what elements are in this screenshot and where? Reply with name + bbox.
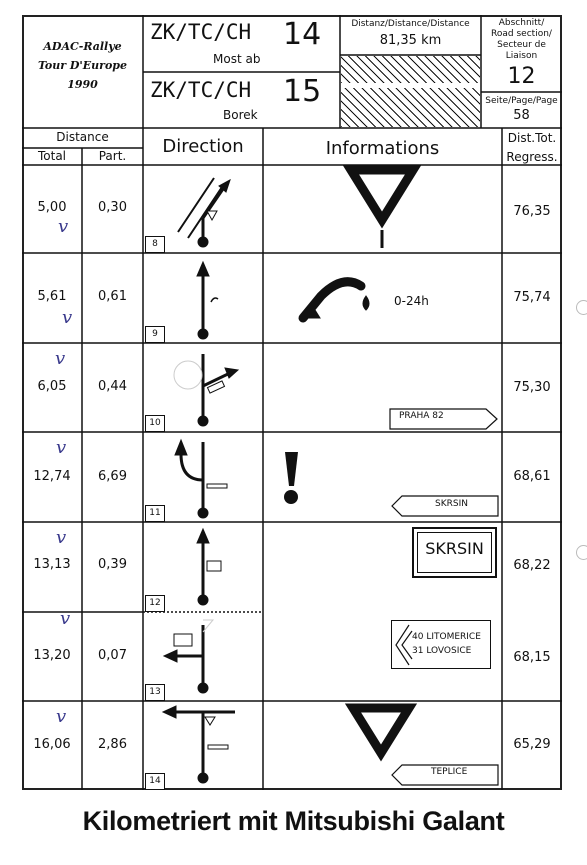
checkmark-icon: v [58,216,69,237]
row-5-index: 12 [149,598,161,608]
section-label-2: Road section/ [491,29,552,39]
stage-a-place: Most ab [213,52,261,66]
row-4-part: 6,69 [98,469,127,484]
row-5-regress: 68,22 [513,558,551,573]
tulip-straight-arrow-icon [197,262,218,338]
yield-sign-icon [353,708,409,753]
col-total: Total [37,149,67,163]
sign-litomerice-line2: 31 LOVOSICE [412,646,472,656]
stage-a-code: ZK/TC/CH [150,20,252,44]
row-7-part: 2,86 [98,737,127,752]
tulip-diagonal-arrow-icon [178,178,230,246]
distance-label: Distanz/Distance/Distance [351,19,470,29]
section-label-3: Secteur de [497,40,546,50]
row-6-total: 13,20 [33,648,71,663]
footer-banner: Kilometriert mit Mitsubishi Galant [82,806,505,836]
checkmark-icon: v [56,437,67,458]
col-distance: Distance [56,130,109,144]
sign-praha-label: PRAHA 82 [399,411,444,421]
row-1-index: 8 [152,239,158,249]
tulip-left-turn-icon [175,440,227,517]
sign-skrsin-label: SKRSIN [435,499,468,509]
row-6-regress: 68,15 [513,650,551,665]
sign-teplice-label: TEPLICE [431,767,468,777]
row-1-total: 5,00 [37,200,67,215]
yield-sign-icon [351,170,413,248]
row-1-regress: 76,35 [513,204,551,219]
row-2-total: 5,61 [37,289,67,304]
tulip-right-fork-icon [174,354,238,425]
page-value: 58 [513,108,530,123]
stage-a-number: 14 [283,17,322,52]
row-4-index: 11 [149,508,161,518]
row-2-regress: 75,74 [513,290,551,305]
col-dist-tot: Dist.Tot. [507,131,557,145]
event-title-line3: 1990 [67,78,98,91]
checkmark-icon: v [62,307,73,328]
sign-litomerice-line1: 40 LITOMERICE [412,632,481,642]
section-value: 12 [507,64,536,89]
event-title-line1: ADAC-Rallye [43,40,122,53]
checkmark-icon: v [56,706,67,727]
page-label: Seite/Page/Page [485,96,558,106]
col-direction: Direction [162,136,244,157]
event-title-line2: Tour D'Europe [38,59,127,72]
row-5-part: 0,39 [98,557,127,572]
stage-b-code: ZK/TC/CH [150,78,252,102]
section-label-4: Liaison [505,51,538,61]
stage-b-place: Borek [223,108,258,122]
row-7-regress: 65,29 [513,737,551,752]
row-3-part: 0,44 [98,379,127,394]
checkmark-icon: v [56,527,67,548]
row-1-part: 0,30 [98,200,127,215]
place-sign-skrsin-label: SKRSIN [425,539,484,558]
row-2-index: 9 [152,329,158,339]
col-informations: Informations [325,138,440,159]
row-6-part: 0,07 [98,648,127,663]
row-3-regress: 75,30 [513,380,551,395]
warning-exclamation-icon [284,452,298,504]
row-4-regress: 68,61 [513,469,551,484]
tulip-left-turn-icon [163,706,235,782]
row-3-index: 10 [149,418,161,428]
tulip-left-turn-icon [164,620,213,692]
col-regress: Regress. [506,150,558,164]
row-4-total: 12,74 [33,469,71,484]
tulip-straight-arrow-icon [197,529,221,604]
checkmark-icon: v [60,608,71,629]
fuel-pump-icon [300,282,369,318]
row-6-index: 13 [149,687,161,697]
row-3-total: 6,05 [37,379,67,394]
row-2-part: 0,61 [98,289,127,304]
row-7-index: 14 [149,776,161,786]
distance-value: 81,35 km [379,33,442,48]
col-part: Part. [98,149,127,163]
chevron-left-icon [393,623,413,667]
fuel-hours-label: 0-24h [394,294,429,308]
row-7-total: 16,06 [33,737,71,752]
row-5-total: 13,13 [33,557,71,572]
checkmark-icon: v [55,348,66,369]
section-label-1: Abschnitt/ [498,18,545,28]
stage-b-number: 15 [283,74,322,109]
